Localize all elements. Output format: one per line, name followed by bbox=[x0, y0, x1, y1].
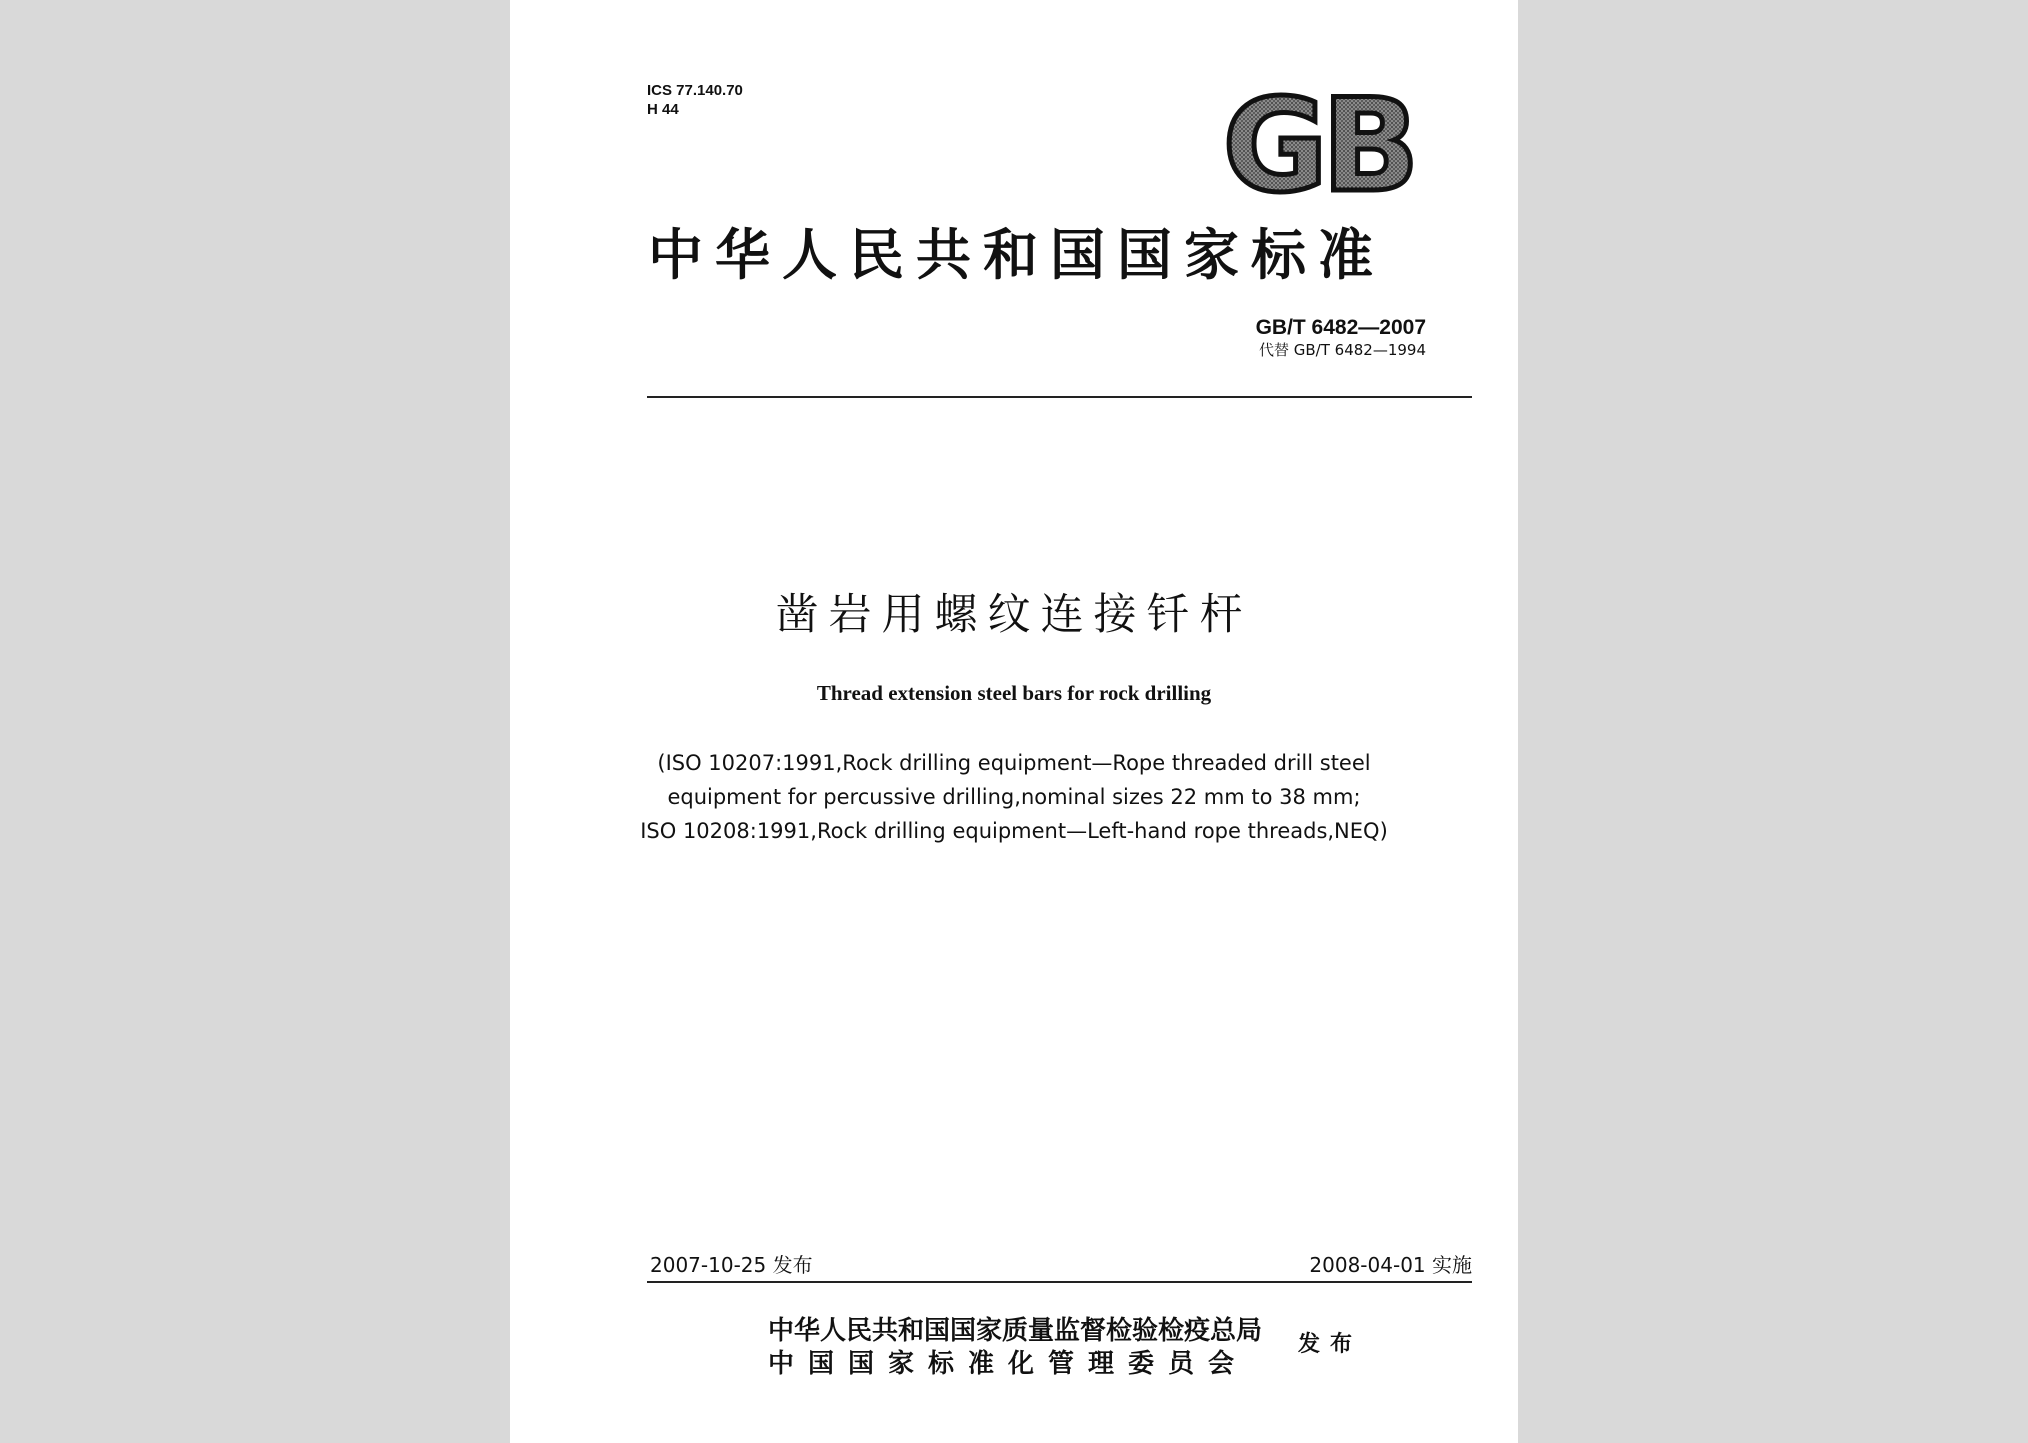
classification-codes bbox=[647, 81, 743, 119]
issue-date: 2007-10-25 发布 bbox=[650, 1253, 813, 1277]
issuing-authority-2: 中国国家标准化管理委员会 bbox=[768, 1349, 1249, 1379]
implementation-date: 2008-04-01 实施 bbox=[1309, 1253, 1472, 1277]
iso-reference-line: equipment for percussive drilling,nominal sizes 22 mm to 38 mm; bbox=[667, 785, 1361, 809]
header-divider bbox=[647, 396, 1472, 398]
iso-reference-line: ISO 10208:1991,Rock drilling equipment—Left-hand rope threads,NEQ) bbox=[640, 819, 1388, 843]
ics-code: ICS 77.140.70 bbox=[647, 82, 743, 99]
standard-cover-page bbox=[510, 0, 1518, 1443]
iso-reference-line: (ISO 10207:1991,Rock drilling equipment—Rope threaded drill steel bbox=[657, 751, 1371, 775]
national-standard-title: 中华人民共和国国家标准 bbox=[648, 223, 1386, 287]
gb-logo-text: GB bbox=[1222, 86, 1414, 204]
issuing-authority-1: 中华人民共和国国家质量监督检验检疫总局 bbox=[768, 1316, 1263, 1346]
footer-divider bbox=[647, 1281, 1472, 1283]
gb-logo bbox=[1215, 86, 1421, 204]
ccs-code: H 44 bbox=[647, 101, 679, 118]
replaces-standard: 代替 GB/T 6482—1994 bbox=[1258, 341, 1426, 359]
document-title-chinese: 凿岩用螺纹连接钎杆 bbox=[775, 590, 1253, 640]
document-title-english: Thread extension steel bars for rock drilling bbox=[816, 681, 1212, 705]
standard-number: GB/T 6482—2007 bbox=[1255, 316, 1426, 339]
iso-reference bbox=[614, 746, 1414, 848]
publish-label: 发布 bbox=[1298, 1332, 1363, 1357]
